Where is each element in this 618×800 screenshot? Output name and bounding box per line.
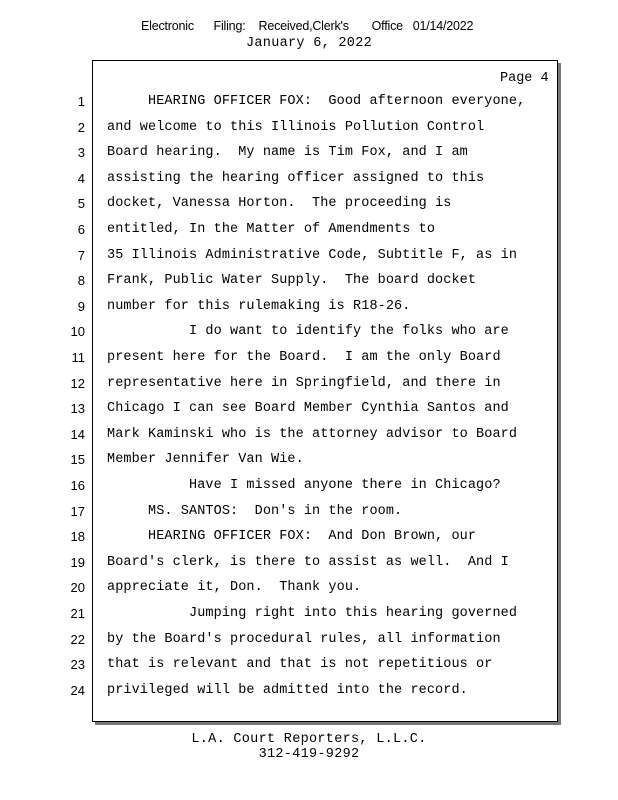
transcript-date: January 6, 2022 [245, 36, 373, 51]
line-text: privileged will be admitted into the record. [107, 682, 468, 698]
line-text: that is relevant and that is not repetitious or [107, 657, 493, 673]
transcript-line [0, 273, 560, 293]
line-number: 13 [70, 401, 85, 417]
transcript-line [0, 427, 560, 447]
line-text: Chicago I can see Board Member Cynthia Santos and [107, 401, 509, 417]
transcript-line [0, 350, 560, 370]
line-text: docket, Vanessa Horton. The proceeding is [107, 196, 452, 212]
transcript-line [0, 324, 560, 344]
transcript-line [0, 222, 560, 242]
court-reporter-phone: 312-419-9292 [258, 747, 360, 762]
line-text: Frank, Public Water Supply. The board docket [107, 273, 477, 289]
line-text: Board's clerk, is there to assist as well. And I [107, 554, 509, 570]
transcript-line [0, 657, 560, 677]
line-number: 14 [70, 426, 85, 442]
line-text: entitled, In the Matter of Amendments to [107, 222, 436, 237]
transcript-line [0, 401, 560, 421]
line-number: 3 [77, 145, 85, 161]
transcript-line [0, 145, 560, 165]
line-number: 6 [77, 222, 85, 237]
transcript-line [0, 555, 560, 575]
line-number: 2 [77, 119, 85, 135]
transcript-line [0, 452, 560, 472]
line-text: representative here in Springfield, and there in [107, 375, 501, 391]
transcript-line [0, 504, 560, 524]
line-text: appreciate it, Don. Thank you. [107, 580, 362, 596]
line-number: 9 [77, 298, 85, 314]
line-number: 23 [70, 657, 85, 673]
line-text: HEARING OFFICER FOX: And Don Brown, our [107, 529, 477, 545]
line-text: MS. SANTOS: Don's in the room. [107, 503, 403, 519]
transcript-line [0, 580, 560, 600]
line-text: present here for the Board. I am the only Board [107, 350, 501, 365]
footer [0, 732, 618, 762]
line-text: and welcome to this Illinois Pollution Control [107, 119, 485, 135]
line-number: 21 [70, 606, 85, 621]
transcript-line [0, 606, 560, 626]
line-text: assisting the hearing officer assigned to this [107, 170, 485, 186]
line-text: 35 Illinois Administrative Code, Subtitle F, as in [107, 247, 518, 263]
transcript-line [0, 376, 560, 396]
transcript-line [0, 248, 560, 268]
transcript-line [0, 196, 560, 216]
line-text: Have I missed anyone there in Chicago? [107, 478, 501, 493]
line-number: 10 [70, 324, 85, 340]
line-number: 19 [70, 554, 85, 570]
transcript-line [0, 94, 560, 114]
line-text: Member Jennifer Van Wie. [107, 452, 304, 468]
line-number: 4 [77, 170, 85, 186]
line-number: 7 [77, 247, 85, 263]
transcript-line [0, 171, 560, 191]
transcript-line [0, 529, 560, 549]
filing-stamp: Electronic Filing: Received,Clerk's Office 01/14/2022 [141, 19, 474, 33]
line-number: 15 [70, 452, 85, 468]
line-number: 20 [70, 580, 85, 596]
transcript-line [0, 299, 560, 319]
line-text: Mark Kaminski who is the attorney advisor to Board [107, 426, 518, 442]
line-number: 11 [71, 350, 85, 365]
transcript-line [0, 632, 560, 652]
line-text: Board hearing. My name is Tim Fox, and I am [107, 145, 468, 161]
line-text: number for this rulemaking is R18-26. [107, 298, 411, 314]
transcript-line [0, 683, 560, 703]
page-number: Page 4 [500, 71, 549, 86]
court-reporter-name: L.A. Court Reporters, L.L.C. [191, 732, 427, 747]
line-text: Jumping right into this hearing governed [107, 606, 518, 621]
line-number: 5 [77, 196, 85, 212]
line-number: 18 [70, 529, 85, 545]
line-number: 1 [77, 94, 85, 109]
transcript-line [0, 120, 560, 140]
line-number: 24 [70, 682, 85, 698]
line-text: HEARING OFFICER FOX: Good afternoon everyone, [107, 94, 526, 109]
line-number: 17 [70, 503, 85, 519]
line-text: I do want to identify the folks who are [107, 324, 509, 340]
line-number: 16 [70, 478, 85, 493]
transcript-line [0, 478, 560, 498]
line-number: 8 [77, 273, 85, 289]
line-text: by the Board's procedural rules, all information [107, 631, 501, 647]
line-number: 22 [70, 631, 85, 647]
line-number: 12 [70, 375, 85, 391]
